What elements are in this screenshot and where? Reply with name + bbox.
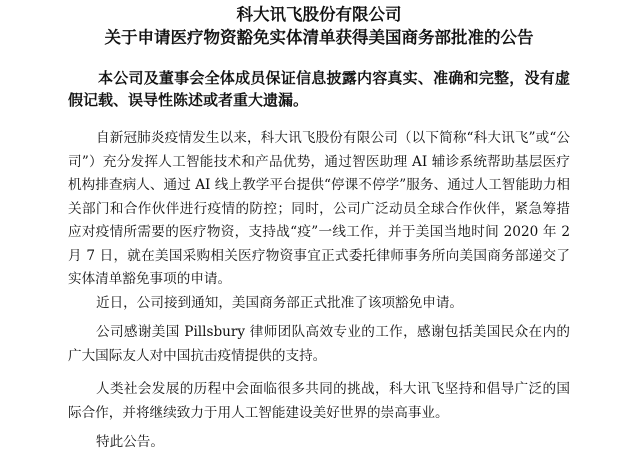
- paragraph-approval: 近日，公司接到通知，美国商务部正式批准了该项豁免申请。: [96, 294, 464, 311]
- paragraph-thanks: 公司感谢美国 Pillsbury 律师团队高效专业的工作，感谢包括美国民众在内的广大国际友人对中国抗击疫情提供的支持。: [68, 324, 570, 364]
- paragraph-closing: 特此公告。: [96, 434, 164, 450]
- board-statement: 本公司及董事会全体成员保证信息披露内容真实、准确和完整，没有虚假记载、误导性陈述或者重大遗漏。: [68, 69, 570, 109]
- paragraph-background: 自新冠肺炎疫情发生以来，科大讯飞股份有限公司（以下简称“科大讯飞”或“公司”）充分发挥人工智能技术和产品优势，通过智医助理 AI 辅诊系统帮助基层医疗机构排查病人、通过 AI 线上教学平台提供“停课不停学”服务、通过人工智能助力相关部门和合作伙伴进行疫情的防控；同时，公司广泛动员全球合作伙伴，紧急筹措应对疫情所需要的医疗物资，支持战“疫”一线工作，并于美国当地时间 2020 年 2 月 7 日，就在美国采购相关医疗物资事宜正式委托律师事务所向美国商务部递交了实体清单豁免事项的申请。: [68, 130, 570, 287]
- announcement-title: 关于申请医疗物资豁免实体清单获得美国商务部批准的公告: [104, 28, 534, 47]
- paragraph-commitment: 人类社会发展的历程中会面临很多共同的挑战，科大讯飞坚持和倡导广泛的国际合作，并将继续致力于用人工智能建设美好世界的崇高事业。: [68, 381, 570, 421]
- company-title: 科大讯飞股份有限公司: [236, 5, 402, 24]
